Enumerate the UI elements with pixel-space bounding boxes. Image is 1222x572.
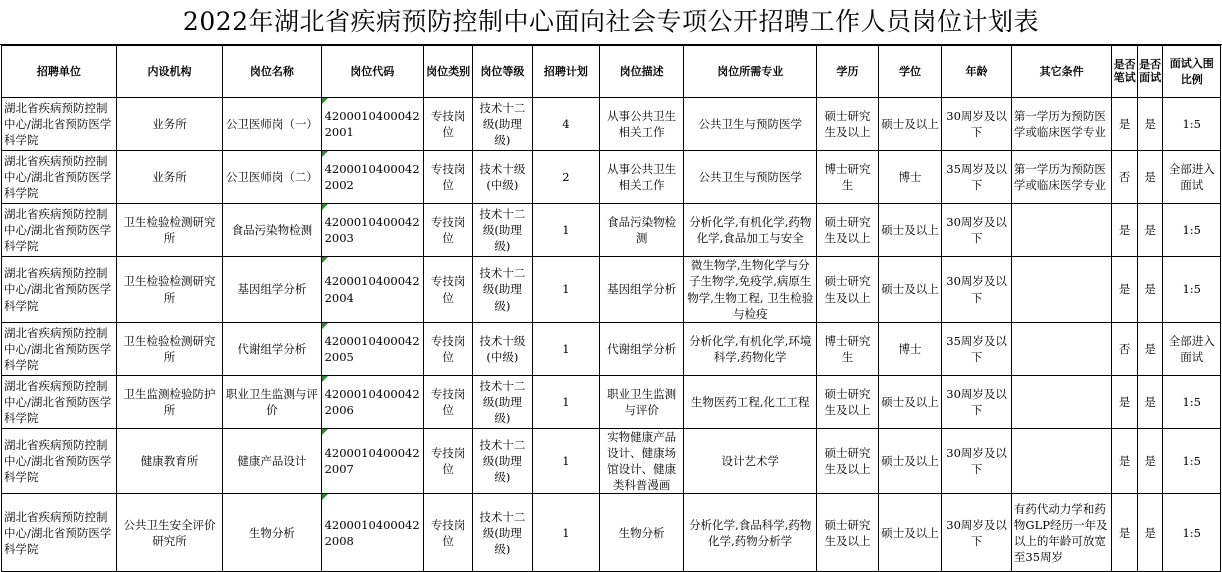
age-cell[interactable]: 30周岁及以下 bbox=[942, 257, 1012, 323]
table-row bbox=[2, 151, 1221, 204]
plan-cell[interactable]: 2 bbox=[532, 151, 600, 204]
other-conditions-cell[interactable] bbox=[1011, 429, 1111, 494]
dept-cell[interactable]: 健康教育所 bbox=[116, 429, 223, 494]
degree-cell[interactable]: 硕士及以上 bbox=[878, 257, 942, 323]
code-cell[interactable]: 42000104000422006 bbox=[321, 376, 423, 429]
header-cell: 招聘单位 bbox=[2, 46, 117, 98]
unit-cell[interactable]: 湖北省疾病预防控制中心/湖北省预防医学科学院 bbox=[2, 257, 117, 323]
dept-cell[interactable]: 卫生检验检测研究所 bbox=[116, 204, 223, 257]
code-cell[interactable]: 42000104000422001 bbox=[321, 98, 423, 151]
major-cell[interactable]: 分析化学,有机化学,环境科学,药物化学 bbox=[684, 323, 817, 376]
description-cell[interactable]: 从事公共卫生相关工作 bbox=[600, 151, 684, 204]
table-row bbox=[2, 376, 1221, 429]
education-cell[interactable]: 硕士研究生及以上 bbox=[817, 204, 878, 257]
interview-ratio-cell[interactable]: 1:5 bbox=[1163, 376, 1221, 429]
written-exam-cell[interactable]: 是 bbox=[1112, 494, 1138, 572]
interview-ratio-cell[interactable]: 1:5 bbox=[1163, 98, 1221, 151]
interview-ratio-cell[interactable]: 全部进入面试 bbox=[1163, 323, 1221, 376]
plan-cell[interactable]: 1 bbox=[532, 429, 600, 494]
major-cell[interactable]: 公共卫生与预防医学 bbox=[684, 151, 817, 204]
header-cell: 面试入围比例 bbox=[1163, 46, 1221, 98]
interview-cell[interactable]: 是 bbox=[1137, 429, 1163, 494]
written-exam-cell[interactable]: 是 bbox=[1112, 204, 1138, 257]
degree-cell[interactable]: 博士 bbox=[878, 151, 942, 204]
position-cell[interactable]: 公卫医师岗（一） bbox=[223, 98, 321, 151]
other-conditions-cell[interactable] bbox=[1011, 204, 1111, 257]
category-cell[interactable]: 专技岗位 bbox=[424, 429, 473, 494]
category-cell[interactable]: 专技岗位 bbox=[424, 151, 473, 204]
unit-cell[interactable]: 湖北省疾病预防控制中心/湖北省预防医学科学院 bbox=[2, 494, 117, 572]
dept-cell[interactable]: 卫生检验检测研究所 bbox=[116, 323, 223, 376]
header-cell: 招聘计划 bbox=[532, 46, 600, 98]
unit-cell[interactable]: 湖北省疾病预防控制中心/湖北省预防医学科学院 bbox=[2, 151, 117, 204]
table-row bbox=[2, 98, 1221, 151]
dept-cell[interactable]: 卫生监测检验防护所 bbox=[116, 376, 223, 429]
code-cell[interactable]: 42000104000422002 bbox=[321, 151, 423, 204]
education-cell[interactable]: 硕士研究生及以上 bbox=[817, 257, 878, 323]
category-cell[interactable]: 专技岗位 bbox=[424, 98, 473, 151]
plan-cell[interactable]: 1 bbox=[532, 494, 600, 572]
education-cell[interactable]: 博士研究生 bbox=[817, 323, 878, 376]
plan-cell[interactable]: 1 bbox=[532, 323, 600, 376]
interview-cell[interactable]: 是 bbox=[1137, 494, 1163, 572]
header-cell: 岗位所需专业 bbox=[684, 46, 817, 98]
plan-cell[interactable]: 1 bbox=[532, 376, 600, 429]
table-row bbox=[2, 204, 1221, 257]
degree-cell[interactable]: 硕士及以上 bbox=[878, 494, 942, 572]
table-row bbox=[2, 257, 1221, 323]
header-cell: 内设机构 bbox=[116, 46, 223, 98]
interview-cell[interactable]: 是 bbox=[1137, 98, 1163, 151]
interview-ratio-cell[interactable]: 1:5 bbox=[1163, 257, 1221, 323]
degree-cell[interactable]: 硕士及以上 bbox=[878, 429, 942, 494]
major-cell[interactable]: 分析化学,有机化学,药物化学,食品加工与安全 bbox=[684, 204, 817, 257]
interview-ratio-cell[interactable]: 1:5 bbox=[1163, 204, 1221, 257]
header-cell: 岗位类别 bbox=[424, 46, 473, 98]
age-cell[interactable]: 30周岁及以下 bbox=[942, 204, 1012, 257]
position-cell[interactable]: 代谢组学分析 bbox=[223, 323, 321, 376]
category-cell[interactable]: 专技岗位 bbox=[424, 494, 473, 572]
degree-cell[interactable]: 博士 bbox=[878, 323, 942, 376]
code-cell[interactable]: 42000104000422005 bbox=[321, 323, 423, 376]
unit-cell[interactable]: 湖北省疾病预防控制中心/湖北省预防医学科学院 bbox=[2, 323, 117, 376]
level-cell[interactable]: 技术十二级(助理级) bbox=[473, 98, 532, 151]
degree-cell[interactable]: 硕士及以上 bbox=[878, 204, 942, 257]
major-cell[interactable]: 微生物学,生物化学与分子生物学,免疫学,病原生物学,生物工程, 卫生检验与检疫 bbox=[684, 257, 817, 323]
unit-cell[interactable]: 湖北省疾病预防控制中心/湖北省预防医学科学院 bbox=[2, 98, 117, 151]
written-exam-cell[interactable]: 是 bbox=[1112, 98, 1138, 151]
age-cell[interactable]: 35周岁及以下 bbox=[942, 323, 1012, 376]
header-cell: 年龄 bbox=[942, 46, 1012, 98]
written-exam-cell[interactable]: 是 bbox=[1112, 257, 1138, 323]
header-cell: 是否笔试 bbox=[1112, 46, 1138, 98]
level-cell[interactable]: 技术十二级(助理级) bbox=[473, 376, 532, 429]
education-cell[interactable]: 博士研究生 bbox=[817, 151, 878, 204]
position-cell[interactable]: 生物分析 bbox=[223, 494, 321, 572]
code-cell[interactable]: 42000104000422004 bbox=[321, 257, 423, 323]
written-exam-cell[interactable]: 是 bbox=[1112, 376, 1138, 429]
age-cell[interactable]: 30周岁及以下 bbox=[942, 429, 1012, 494]
page-title: 2022年湖北省疾病预防控制中心面向社会专项公开招聘工作人员岗位计划表 bbox=[0, 0, 1222, 45]
header-cell: 岗位名称 bbox=[223, 46, 321, 98]
description-cell[interactable]: 职业卫生监测与评价 bbox=[600, 376, 684, 429]
other-conditions-cell[interactable]: 第一学历为预防医学或临床医学专业 bbox=[1011, 98, 1111, 151]
major-cell[interactable]: 设计艺术学 bbox=[684, 429, 817, 494]
position-plan-table bbox=[1, 45, 1221, 572]
level-cell[interactable]: 技术十二级(助理级) bbox=[473, 494, 532, 572]
header-cell: 岗位等级 bbox=[473, 46, 532, 98]
interview-cell[interactable]: 是 bbox=[1137, 204, 1163, 257]
level-cell[interactable]: 技术十级(中级) bbox=[473, 151, 532, 204]
code-cell[interactable]: 42000104000422008 bbox=[321, 494, 423, 572]
table-row bbox=[2, 494, 1221, 572]
table-row bbox=[2, 429, 1221, 494]
header-cell: 学位 bbox=[878, 46, 942, 98]
dept-cell[interactable]: 业务所 bbox=[116, 151, 223, 204]
degree-cell[interactable]: 硕士及以上 bbox=[878, 98, 942, 151]
category-cell[interactable]: 专技岗位 bbox=[424, 323, 473, 376]
degree-cell[interactable]: 硕士及以上 bbox=[878, 376, 942, 429]
header-cell: 其它条件 bbox=[1011, 46, 1111, 98]
category-cell[interactable]: 专技岗位 bbox=[424, 257, 473, 323]
interview-ratio-cell[interactable]: 1:5 bbox=[1163, 494, 1221, 572]
written-exam-cell[interactable]: 否 bbox=[1112, 151, 1138, 204]
code-cell[interactable]: 42000104000422007 bbox=[321, 429, 423, 494]
unit-cell[interactable]: 湖北省疾病预防控制中心/湖北省预防医学科学院 bbox=[2, 376, 117, 429]
education-cell[interactable]: 硕士研究生及以上 bbox=[817, 429, 878, 494]
written-exam-cell[interactable]: 是 bbox=[1112, 429, 1138, 494]
header-cell: 岗位描述 bbox=[600, 46, 684, 98]
dept-cell[interactable]: 业务所 bbox=[116, 98, 223, 151]
position-cell[interactable]: 职业卫生监测与评价 bbox=[223, 376, 321, 429]
age-cell[interactable]: 35周岁及以下 bbox=[942, 151, 1012, 204]
description-cell[interactable]: 实物健康产品设计、健康场馆设计、健康类科普漫画 bbox=[600, 429, 684, 494]
education-cell[interactable]: 硕士研究生及以上 bbox=[817, 98, 878, 151]
unit-cell[interactable]: 湖北省疾病预防控制中心/湖北省预防医学科学院 bbox=[2, 204, 117, 257]
position-cell[interactable]: 公卫医师岗（二） bbox=[223, 151, 321, 204]
interview-cell[interactable]: 是 bbox=[1137, 376, 1163, 429]
table-row bbox=[2, 323, 1221, 376]
description-cell[interactable]: 生物分析 bbox=[600, 494, 684, 572]
description-cell[interactable]: 食品污染物检测 bbox=[600, 204, 684, 257]
position-cell[interactable]: 健康产品设计 bbox=[223, 429, 321, 494]
position-cell[interactable]: 基因组学分析 bbox=[223, 257, 321, 323]
age-cell[interactable]: 30周岁及以下 bbox=[942, 376, 1012, 429]
interview-cell[interactable]: 是 bbox=[1137, 151, 1163, 204]
other-conditions-cell[interactable] bbox=[1011, 257, 1111, 323]
plan-cell[interactable]: 4 bbox=[532, 98, 600, 151]
header-cell: 岗位代码 bbox=[321, 46, 423, 98]
table-header-row bbox=[2, 46, 1221, 98]
major-cell[interactable]: 生物医药工程,化工工程 bbox=[684, 376, 817, 429]
header-cell: 是否面试 bbox=[1137, 46, 1163, 98]
age-cell[interactable]: 30周岁及以下 bbox=[942, 494, 1012, 572]
code-cell[interactable]: 42000104000422003 bbox=[321, 204, 423, 257]
dept-cell[interactable]: 卫生检验检测研究所 bbox=[116, 257, 223, 323]
other-conditions-cell[interactable]: 第一学历为预防医学或临床医学专业 bbox=[1011, 151, 1111, 204]
other-conditions-cell[interactable] bbox=[1011, 323, 1111, 376]
interview-ratio-cell[interactable]: 全部进入面试 bbox=[1163, 151, 1221, 204]
category-cell[interactable]: 专技岗位 bbox=[424, 376, 473, 429]
dept-cell[interactable]: 公共卫生安全评价研究所 bbox=[116, 494, 223, 572]
interview-cell[interactable]: 是 bbox=[1137, 257, 1163, 323]
age-cell[interactable]: 30周岁及以下 bbox=[942, 98, 1012, 151]
plan-cell[interactable]: 1 bbox=[532, 204, 600, 257]
other-conditions-cell[interactable] bbox=[1011, 376, 1111, 429]
interview-ratio-cell[interactable]: 1:5 bbox=[1163, 429, 1221, 494]
unit-cell[interactable]: 湖北省疾病预防控制中心/湖北省预防医学科学院 bbox=[2, 429, 117, 494]
description-cell[interactable]: 基因组学分析 bbox=[600, 257, 684, 323]
level-cell[interactable]: 技术十级(中级) bbox=[473, 323, 532, 376]
other-conditions-cell[interactable]: 有药代动力学和药物GLP经历一年及以上的年龄可放宽至35周岁 bbox=[1011, 494, 1111, 572]
description-cell[interactable]: 代谢组学分析 bbox=[600, 323, 684, 376]
position-cell[interactable]: 食品污染物检测 bbox=[223, 204, 321, 257]
level-cell[interactable]: 技术十二级(助理级) bbox=[473, 204, 532, 257]
major-cell[interactable]: 公共卫生与预防医学 bbox=[684, 98, 817, 151]
education-cell[interactable]: 硕士研究生及以上 bbox=[817, 376, 878, 429]
major-cell[interactable]: 分析化学,食品科学,药物化学,药物分析学 bbox=[684, 494, 817, 572]
level-cell[interactable]: 技术十二级(助理级) bbox=[473, 429, 532, 494]
level-cell[interactable]: 技术十二级(助理级) bbox=[473, 257, 532, 323]
written-exam-cell[interactable]: 否 bbox=[1112, 323, 1138, 376]
description-cell[interactable]: 从事公共卫生相关工作 bbox=[600, 98, 684, 151]
category-cell[interactable]: 专技岗位 bbox=[424, 204, 473, 257]
header-cell: 学历 bbox=[817, 46, 878, 98]
education-cell[interactable]: 硕士研究生及以上 bbox=[817, 494, 878, 572]
interview-cell[interactable]: 是 bbox=[1137, 323, 1163, 376]
plan-cell[interactable]: 1 bbox=[532, 257, 600, 323]
